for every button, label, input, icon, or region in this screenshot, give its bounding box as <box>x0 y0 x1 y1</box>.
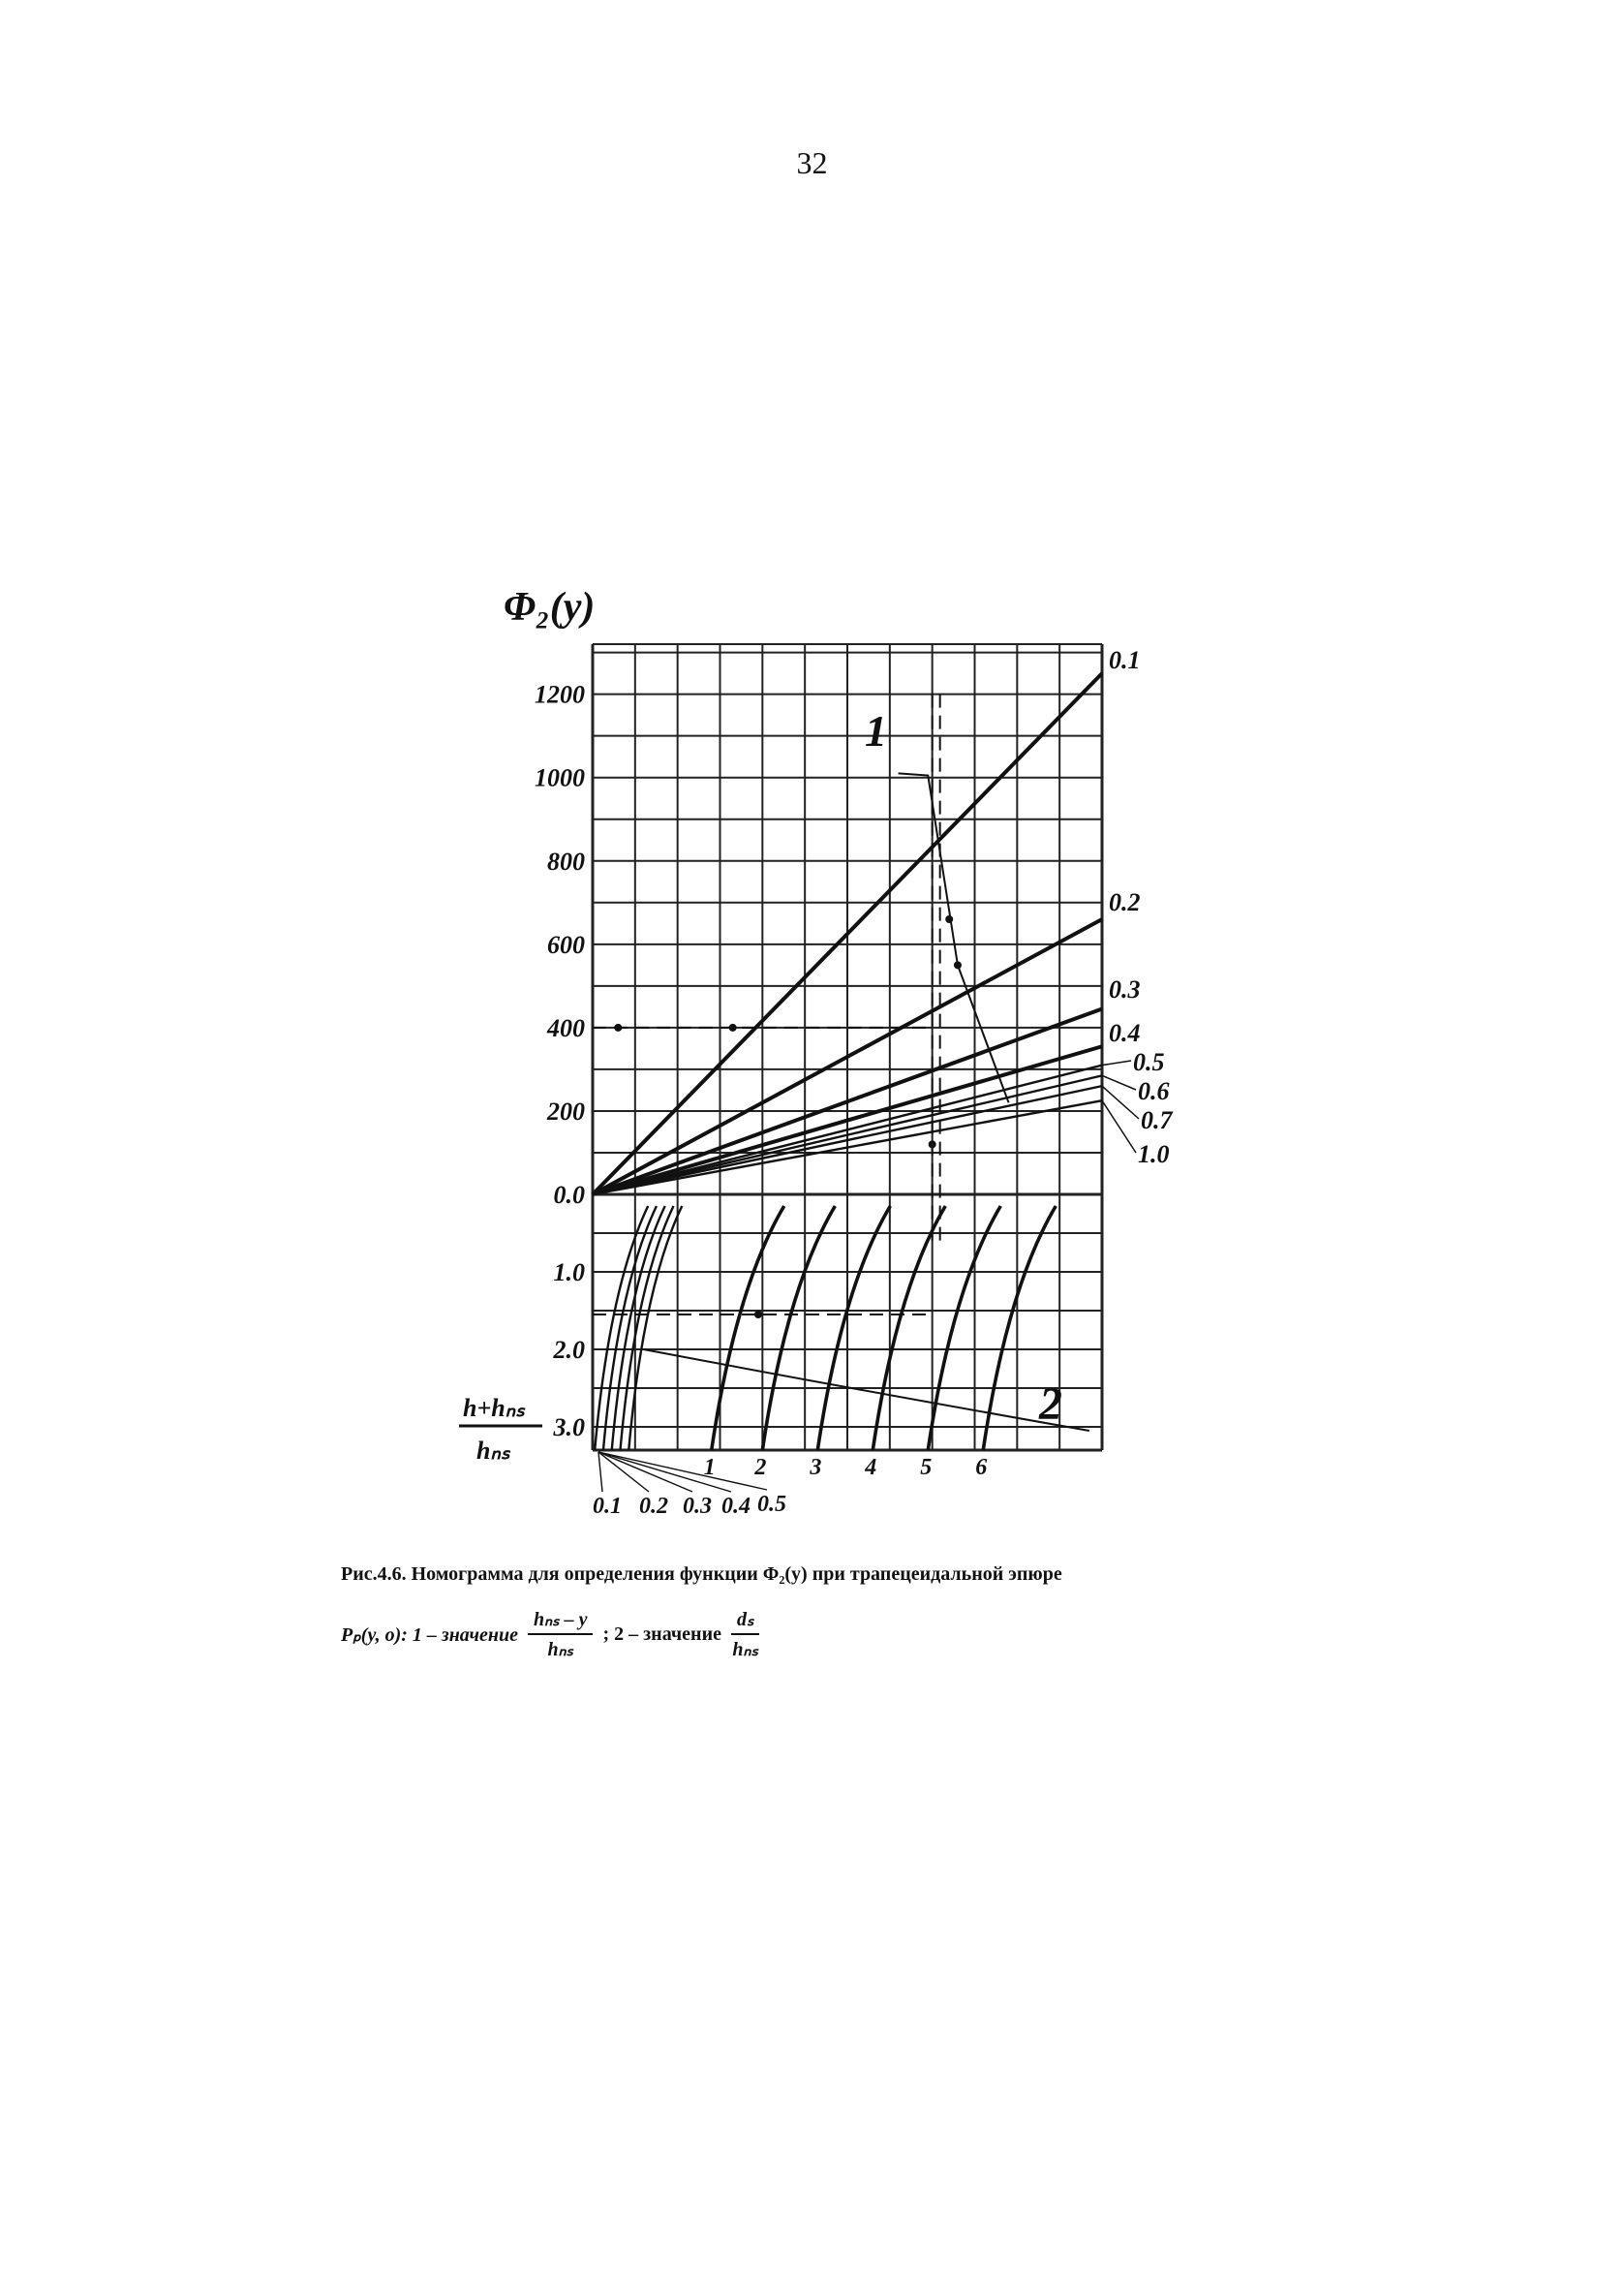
y-tick-label: 600 <box>547 930 585 959</box>
y-axis-label-phi: Φ₂(y) <box>504 585 596 630</box>
lower-fan-label: 0.5 <box>757 1492 786 1517</box>
caption-line-2-mid: ; 2 – значение <box>602 1623 721 1645</box>
page-number: 32 <box>796 145 828 180</box>
lower-tick-label: 3.0 <box>553 1413 585 1441</box>
series-label-0.4: 0.4 <box>1109 1019 1141 1047</box>
caption-line-1: Рис.4.6. Номограмма для определения функции Φ₂(y) при трапецеидальной эпюре <box>341 1563 1062 1585</box>
guide-arrow-marker <box>929 1140 936 1148</box>
callout-label-1: 1 <box>865 706 887 756</box>
series-label-0.6: 0.6 <box>1138 1077 1170 1105</box>
y-tick-label: 400 <box>547 1013 585 1042</box>
series-leader <box>1102 1061 1131 1066</box>
series-label-0.1: 0.1 <box>1109 646 1141 674</box>
lower-fan-leader <box>598 1452 692 1492</box>
y-tick-label: 0.0 <box>553 1181 585 1209</box>
guide-arrow-marker <box>954 961 962 969</box>
guide-arrow-marker <box>754 1311 762 1318</box>
series-leader <box>1102 1086 1139 1119</box>
series-label-0.2: 0.2 <box>1109 888 1141 916</box>
lower-index-label: 2 <box>754 1455 767 1480</box>
lower-fan-label: 0.4 <box>721 1494 751 1519</box>
lower-index-label: 3 <box>810 1455 822 1480</box>
curve-2-line <box>644 1349 1089 1431</box>
callout-label-2: 2 <box>1039 1378 1062 1430</box>
guide-arrow-marker <box>945 915 953 923</box>
lower-axis-label-numerator: h+hₙₛ <box>463 1394 525 1422</box>
lower-curve-1 <box>712 1206 784 1450</box>
lower-fan-leader <box>598 1452 602 1492</box>
caption-line-2-prefix: Pₚ(y, o): 1 – значение <box>341 1623 519 1646</box>
lower-fan-label: 0.3 <box>683 1494 712 1519</box>
lower-index-label: 5 <box>920 1455 933 1480</box>
series-leader <box>1102 1075 1136 1090</box>
lower-tick-label: 2.0 <box>553 1336 585 1364</box>
caption-line-2 <box>341 1607 1309 1661</box>
caption-fraction-2 <box>731 1607 759 1661</box>
lower-axis-label-denominator: hₙₛ <box>476 1437 510 1465</box>
series-label-1.0: 1.0 <box>1138 1140 1170 1168</box>
y-tick-label: 200 <box>547 1097 585 1126</box>
caption-fraction-2-numerator: dₛ <box>731 1607 759 1635</box>
caption-fraction-2-denominator: hₙₛ <box>732 1639 758 1660</box>
lower-curve-0.1 <box>595 1206 648 1450</box>
caption-fraction-1-denominator: hₙₛ <box>547 1639 574 1660</box>
guide-arrow-marker <box>614 1024 622 1032</box>
lower-index-label: 6 <box>975 1455 988 1480</box>
y-tick-label: 800 <box>547 847 585 876</box>
caption-fraction-1 <box>528 1607 593 1661</box>
series-leader <box>1102 1100 1136 1153</box>
lower-fan-label: 0.2 <box>639 1494 668 1519</box>
lower-fan-leader <box>598 1452 767 1490</box>
guide-arrow-marker <box>729 1024 737 1032</box>
y-tick-label: 1200 <box>535 680 585 709</box>
y-tick-label: 1000 <box>535 763 585 792</box>
lower-index-label: 4 <box>865 1455 877 1480</box>
lower-fan-label: 0.1 <box>593 1494 622 1519</box>
series-label-0.7: 0.7 <box>1141 1106 1173 1134</box>
caption-fraction-1-numerator: hₙₛ – y <box>528 1607 593 1635</box>
series-label-0.5: 0.5 <box>1133 1048 1165 1076</box>
lower-tick-label: 1.0 <box>553 1258 585 1286</box>
figure-caption <box>341 1563 1309 1661</box>
series-label-0.3: 0.3 <box>1109 975 1141 1004</box>
chart-grid <box>593 644 1102 1450</box>
lower-index-label: 1 <box>703 1455 716 1480</box>
